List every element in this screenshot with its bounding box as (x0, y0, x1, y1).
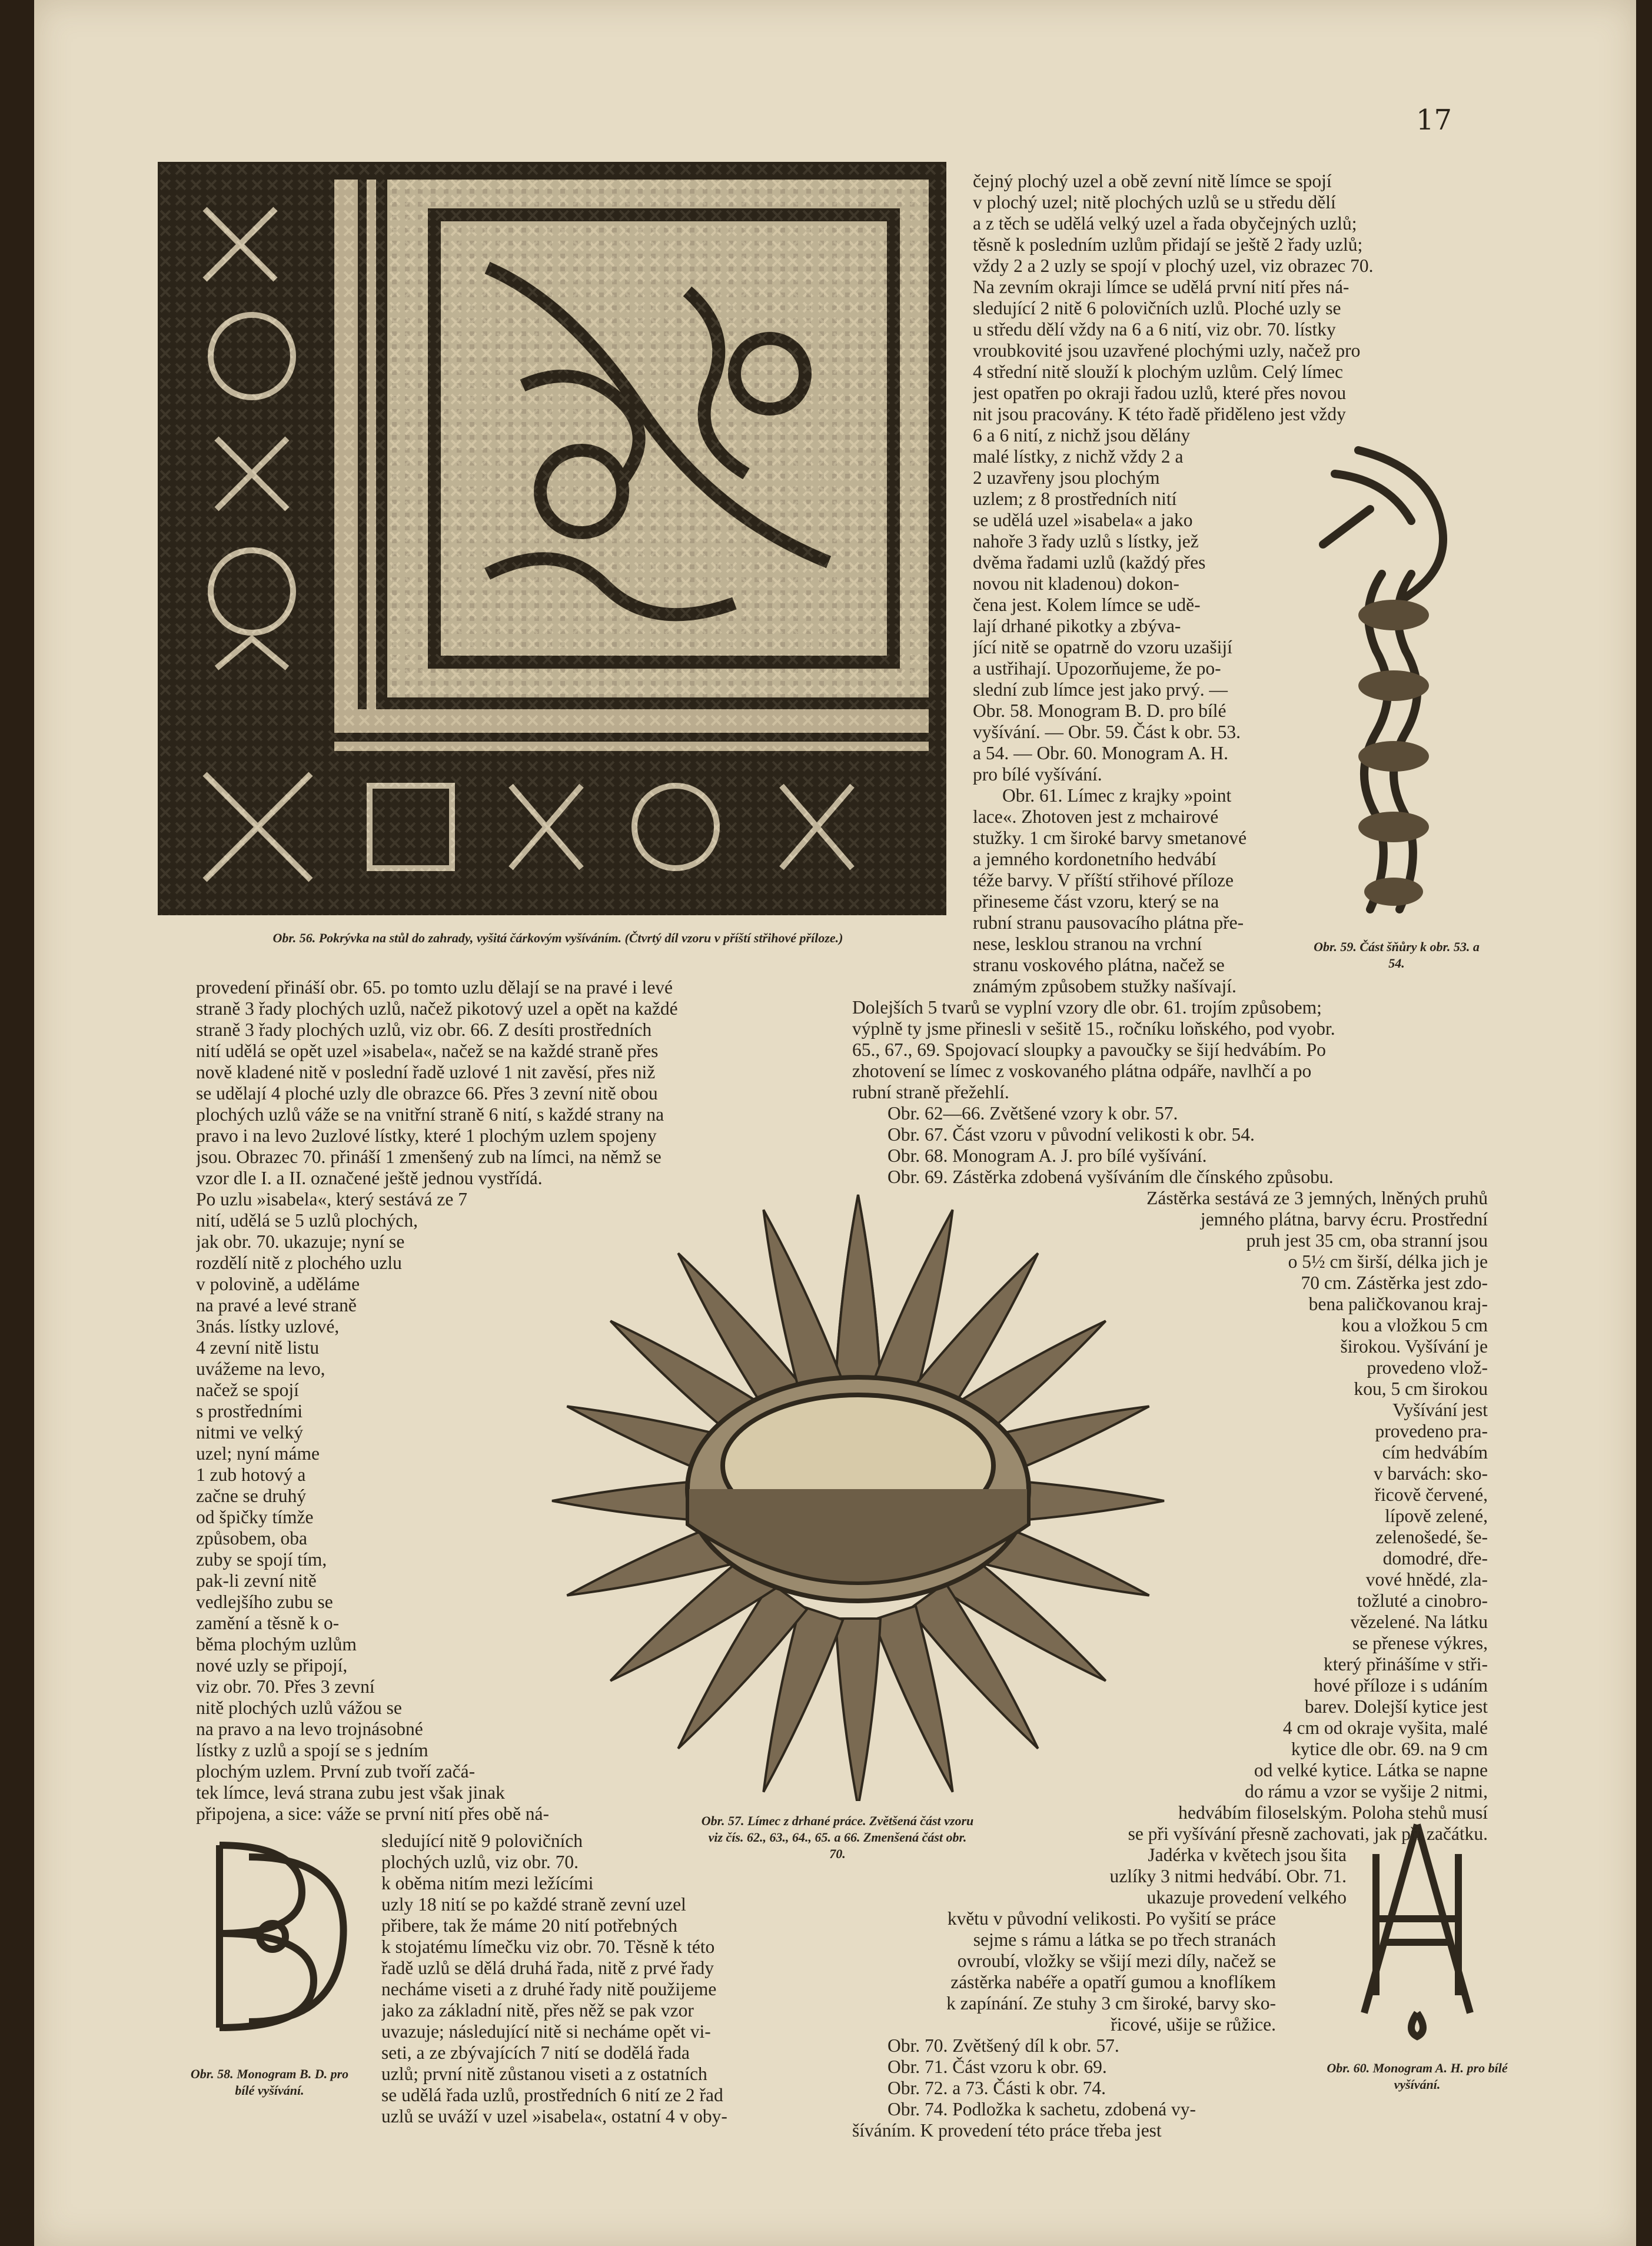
text-line: a ustřihají. Upozorňujeme, že po- (973, 658, 1221, 679)
text-line: se udělá řada uzlů, prostředních 6 nití ze 2 řad (381, 2085, 723, 2105)
text-line: uzlů; první nitě zůstanou viseti a z ostatních (381, 2064, 707, 2084)
text-line: který přinášíme v stři- (1323, 1654, 1488, 1674)
text-line: rubní stranu pausovacího plátna pře- (973, 912, 1244, 933)
text-line: se přenese výkres, (1352, 1633, 1488, 1653)
text-line: kytice dle obr. 69. na 9 cm (1291, 1739, 1488, 1759)
text-line: o 5½ cm širší, délka jich je (1288, 1251, 1488, 1272)
text-line: ovroubí, vložky se všijí mezi díly, načež se (957, 1951, 1276, 1971)
text-line: Obr. 70. Zvětšený díl k obr. 57. (888, 2035, 1119, 2056)
text-line: 4 zevní nitě listu (196, 1337, 320, 1358)
text-line: novou nit kladenou) dokon- (973, 573, 1179, 594)
text-line: v barvách: sko- (1373, 1463, 1488, 1484)
text-line: s prostředními (196, 1401, 303, 1421)
text-line: vedlejšího zubu se (196, 1592, 333, 1612)
text-line: vyšívání. — Obr. 59. Část k obr. 53. (973, 722, 1241, 742)
text-line: se udělá uzel »isabela« a jako (973, 510, 1193, 530)
text-line: necháme viseti a z druhé řady nitě použijeme (381, 1979, 717, 1999)
text-line: uzlíky 3 nitmi hedvábí. Obr. 71. (1109, 1866, 1347, 1886)
text-line: šíváním. K provedení této práce třeba jest (852, 2120, 1162, 2141)
text-line: načež se spojí (196, 1380, 299, 1400)
text-line: lístky z uzlů a spojí se s jedním (196, 1740, 428, 1760)
text-line: Obr. 58. Monogram B. D. pro bílé (973, 700, 1226, 721)
text-line: začne se druhý (196, 1486, 307, 1506)
page-number: 17 (1416, 104, 1452, 137)
text-line: zamění a těsně k o- (196, 1613, 340, 1633)
text-line: Obr. 72. a 73. Části k obr. 74. (888, 2078, 1106, 2098)
text-line: téže barvy. V příští střihové příloze (973, 870, 1234, 891)
text-line: kou a vložkou 5 cm (1341, 1315, 1488, 1335)
text-line: na pravo a na levo trojnásobné (196, 1719, 423, 1739)
text-line: stranu voskového plátna, načež se (973, 955, 1225, 975)
text-line: uzel; nyní máme (196, 1443, 320, 1464)
text-line: k stojatému límečku viz obr. 70. Těsně k této (381, 1936, 715, 1957)
text-line: plochých uzlů váže se na vnitřní straně 6 nití, s každé strany na (196, 1104, 664, 1125)
text-line: pruh jest 35 cm, oba stranní jsou (1246, 1230, 1488, 1251)
text-line: řadě uzlů se dělá druhá řada, nitě z prvé řady (381, 1958, 714, 1978)
text-line: sejme s rámu a látka se po třech stranách (973, 1929, 1276, 1950)
text-line: u středu dělí vždy na 6 a 6 nití, viz obr. 70. lístky (973, 319, 1336, 340)
text-line: 3nás. lístky uzlové, (196, 1316, 340, 1337)
text-line: lají drhané pikotky a zbýva- (973, 616, 1181, 636)
text-line: Vyšívání jest (1392, 1400, 1488, 1420)
text-line: se udělají 4 ploché uzly dle obrazce 66. Přes 3 zevní nitě obou (196, 1083, 658, 1104)
text-line: barev. Dolejší kytice jest (1304, 1696, 1488, 1717)
text-line: 70 cm. Zástěrka jest zdo- (1301, 1272, 1488, 1293)
text-line: od velké kytice. Látka se napne (1254, 1760, 1488, 1780)
text-line: vždy 2 a 2 uzly se spojí v plochý uzel, viz obrazec 70. (973, 255, 1374, 276)
text-line: rubní straně přežehlí. (852, 1082, 1009, 1102)
text-line: známým způsobem stužky našívají. (973, 976, 1236, 996)
text-line: Obr. 61. Límec z krajky »point (1002, 785, 1232, 806)
text-line: nové uzly se připojí, (196, 1655, 348, 1676)
text-line: Zástěrka sestává ze 3 jemných, lněných pruhů (1146, 1188, 1488, 1208)
text-line: Obr. 69. Zástěrka zdobená vyšíváním dle čínského způsobu. (888, 1167, 1334, 1187)
text-line: plochým uzlem. První zub tvoří začá- (196, 1761, 476, 1782)
text-line: pro bílé vyšívání. (973, 764, 1102, 785)
text-line: provedení přináší obr. 65. po tomto uzlu dělají se na pravé i levé (196, 977, 673, 998)
text-line: Obr. 71. Část vzoru k obr. 69. (888, 2056, 1107, 2077)
text-line: k oběma nitím mezi ležícími (381, 1873, 594, 1893)
text-line: Obr. 67. Část vzoru v původní velikosti k obr. 54. (888, 1124, 1255, 1145)
text-line: běma plochým uzlům (196, 1634, 357, 1654)
text-line: vroubkovité jsou uzavřené plochými uzly, načež pro (973, 340, 1361, 361)
text-line: jemného plátna, barvy écru. Prostřední (1200, 1209, 1488, 1230)
text-line: těsně k posledním uzlům přidají se ještě 2 řady uzlů; (973, 234, 1363, 255)
text-line: bena paličkovanou kraj- (1308, 1294, 1488, 1314)
text-line: zuby se spojí tím, (196, 1549, 327, 1570)
text-line: nitě plochých uzlů vážou se (196, 1697, 402, 1718)
text-line: Obr. 68. Monogram A. J. pro bílé vyšívání. (888, 1145, 1207, 1166)
text-line: seti, a ze zbývajících 7 nití se dodělá řada (381, 2042, 690, 2063)
text-line: 1 zub hotový a (196, 1464, 306, 1485)
text-line: straně 3 řady plochých uzlů, načež pikotový uzel a opět na každé (196, 998, 678, 1019)
text-line: širokou. Vyšívání je (1340, 1336, 1488, 1357)
text-line: na pravé a levé straně (196, 1295, 357, 1315)
text-line: přineseme část vzoru, který se na (973, 891, 1219, 912)
text-line: 65., 67., 69. Spojovací sloupky a pavoučky se šijí hedvábím. Po (852, 1039, 1326, 1060)
text-line: Obr. 62—66. Zvětšené vzory k obr. 57. (888, 1103, 1178, 1124)
text-line: se při vyšívání přesně zachovati, jak při začátku. (1128, 1823, 1488, 1844)
figure-59-cord (1311, 438, 1464, 945)
text-line: Jadérka v květech jsou šita (1148, 1845, 1347, 1865)
text-line: Na zevním okraji límce se udělá první nití přes ná- (973, 277, 1349, 297)
left-column-text-bottom (381, 1830, 829, 2127)
left-column-text-upper (196, 977, 820, 1189)
text-line: kou, 5 cm širokou (1354, 1378, 1488, 1399)
text-line: hedvábím filoselským. Poloha stehů musí (1178, 1802, 1488, 1823)
right-column-text-lower (852, 997, 1488, 2141)
text-line: lace«. Zhotoven jest z mchairové (973, 806, 1219, 827)
text-line: vzor dle I. a II. označené ještě jednou vystřídá. (196, 1168, 543, 1188)
text-line: jest opatřen po okraji řadou uzlů, které přes novou (973, 383, 1347, 403)
figure-57-caption: Obr. 57. Límec z drhané práce. Zvětšená část vzoru viz čís. 62., 63., 64., 65. a 66. Zmenšená část obr. 70. (701, 1813, 974, 1861)
text-line: uvazuje; následující nitě si necháme opět vi- (381, 2021, 711, 2042)
text-line: slední zub límce jest jako prvý. — (973, 679, 1228, 700)
text-line: stužky. 1 cm široké barvy smetanové (973, 828, 1247, 848)
text-line: cím hedvábím (1382, 1442, 1488, 1463)
text-line: způsobem, oba (196, 1528, 307, 1549)
text-line: 4 cm od okraje vyšita, malé (1282, 1717, 1488, 1738)
text-line: zhotovení se límec z voskovaného plátna odpáře, navlhčí a po (852, 1061, 1312, 1081)
text-line: sledující nitě 9 polovičních (381, 1830, 583, 1851)
figure-58-monogram (184, 1822, 355, 2051)
text-line: pak-li zevní nitě (196, 1570, 317, 1591)
text-line: uzlem; z 8 prostředních nití (973, 489, 1177, 509)
text-line: řicově červené, (1374, 1484, 1488, 1505)
text-line: květu v původní velikosti. Po vyšití se práce (947, 1908, 1276, 1929)
text-line: uvážeme na levo, (196, 1358, 325, 1379)
text-line: zelenošedé, še- (1375, 1527, 1488, 1547)
text-line: výplně ty jsme přinesli v sešitě 15., ročníku loňského, pod vyobr. (852, 1018, 1335, 1039)
text-line: rozdělí nitě z plochého uzlu (196, 1252, 402, 1273)
text-line: Po uzlu »isabela«, který sestává ze 7 (196, 1189, 467, 1210)
text-line: provedeno pra- (1375, 1421, 1488, 1441)
text-line: domodré, dře- (1382, 1548, 1488, 1569)
text-line: provedeno vlož- (1367, 1357, 1488, 1378)
text-line: tožluté a cinobro- (1357, 1590, 1488, 1611)
text-line: a jemného kordonetního hedvábí (973, 849, 1216, 869)
text-line: Obr. 74. Podložka k sachetu, zdobená vy- (888, 2099, 1196, 2119)
figure-60-caption: Obr. 60. Monogram A. H. pro bílé vyšívání. (1327, 2061, 1508, 2092)
text-line: 4 střední nitě slouží k plochým uzlům. Celý límec (973, 361, 1344, 382)
text-line: v polovině, a uděláme (196, 1274, 360, 1294)
text-line: straně 3 řady plochých uzlů, viz obr. 66. Z desíti prostředních (196, 1019, 652, 1040)
text-line: vové hnědé, zla- (1365, 1569, 1488, 1590)
figure-56-tablecloth (158, 162, 946, 915)
text-line: malé lístky, z nichž vždy 2 a (973, 446, 1184, 467)
text-line: viz obr. 70. Přes 3 zevní (196, 1676, 375, 1697)
text-line: a z těch se udělá velký uzel a řada obyčejných uzlů; (973, 213, 1357, 234)
text-line: nese, lesklou stranou na vrchní (973, 933, 1202, 954)
figure-58-caption: Obr. 58. Monogram B. D. pro bílé vyšívání. (190, 2066, 349, 2098)
text-line: 2 uzavřeny jsou plochým (973, 467, 1160, 488)
text-line: pravo i na levo 2uzlové lístky, které 1 plochým uzlem spojeny (196, 1125, 657, 1146)
text-line: Dolejších 5 tvarů se vyplní vzory dle obr. 61. trojím způsobem; (852, 997, 1322, 1018)
right-column-top-text (973, 171, 1479, 425)
text-line: čejný plochý uzel a obě zevní nitě límce se spojí (973, 171, 1332, 191)
text-line: sledující 2 nitě 6 polovičních uzlů. Ploché uzly se (973, 298, 1341, 318)
text-line: tek límce, levá strana zubu jest však jinak (196, 1782, 505, 1803)
text-line: lípově zelené, (1385, 1506, 1488, 1526)
text-line: v plochý uzel; nitě plochých uzlů se u středu dělí (973, 192, 1336, 212)
text-line: nit jsou pracovány. K této řadě přiděleno jest vždy (973, 404, 1346, 424)
text-line: čena jest. Kolem límce se udě- (973, 594, 1201, 615)
text-line: řicové, ušije se růžice. (1111, 2014, 1276, 2035)
left-column-text-wrap (196, 1189, 702, 1825)
text-line: do rámu a vzor se vyšije 2 nitmi, (1245, 1781, 1488, 1802)
text-line: jsou. Obrazec 70. přináší 1 zmenšený zub na límci, na němž se (196, 1147, 662, 1167)
text-line: dvěma řadami uzlů (každý přes (973, 552, 1206, 573)
right-column-mid-text (973, 425, 1302, 997)
text-line: nově kladené nitě v poslední řadě uzlové 1 nit zavěsí, přes niž (196, 1062, 656, 1082)
text-line: hové příloze i s udáním (1314, 1675, 1488, 1696)
text-line: připojena, a sice: váže se první nití přes obě ná- (196, 1803, 550, 1824)
text-line: jak obr. 70. ukazuje; nyní se (196, 1231, 405, 1252)
text-line: od špičky tímže (196, 1507, 314, 1527)
page (34, 0, 1636, 2246)
figure-56-caption: Obr. 56. Pokrývka na stůl do zahrady, vyšitá čárkovým vyšíváním. (Čtvrtý díl vzoru v příští střihové příloze.) (272, 931, 843, 945)
text-line: nahoře 3 řady uzlů s lístky, jež (973, 531, 1199, 551)
text-line: plochých uzlů, viz obr. 70. (381, 1852, 579, 1872)
text-line: k zapínání. Ze stuhy 3 cm široké, barvy sko- (946, 1993, 1276, 2014)
text-line: 6 a 6 nití, z nichž jsou dělány (973, 425, 1191, 446)
text-line: uzly 18 nití se po každé straně zevní uzel (381, 1894, 686, 1915)
text-line: zástěrka nabéře a opatří gumou a knoflíkem (950, 1972, 1276, 1992)
text-line: vězelené. Na látku (1350, 1612, 1488, 1632)
text-line: uzlů se uváží v uzel »isabela«, ostatní 4 v oby- (381, 2106, 727, 2127)
text-line: jako za základní nitě, přes něž se pak vzor (381, 2000, 694, 2021)
text-line: nití udělá se opět uzel »isabela«, načež se na každé straně přes (196, 1041, 659, 1061)
text-line: jící nitě se opatrně do vzoru uzašijí (973, 637, 1232, 657)
text-line: a 54. — Obr. 60. Monogram A. H. (973, 743, 1228, 763)
figure-59-caption: Obr. 59. Část šňůry k obr. 53. a 54. (1314, 939, 1480, 971)
text-line: nitmi ve velký (196, 1422, 303, 1443)
text-line: ukazuje provedení velkého (1146, 1887, 1347, 1908)
text-line: přibere, tak že máme 20 nití potřebných (381, 1915, 677, 1936)
text-line: nití, udělá se 5 uzlů plochých, (196, 1210, 418, 1231)
